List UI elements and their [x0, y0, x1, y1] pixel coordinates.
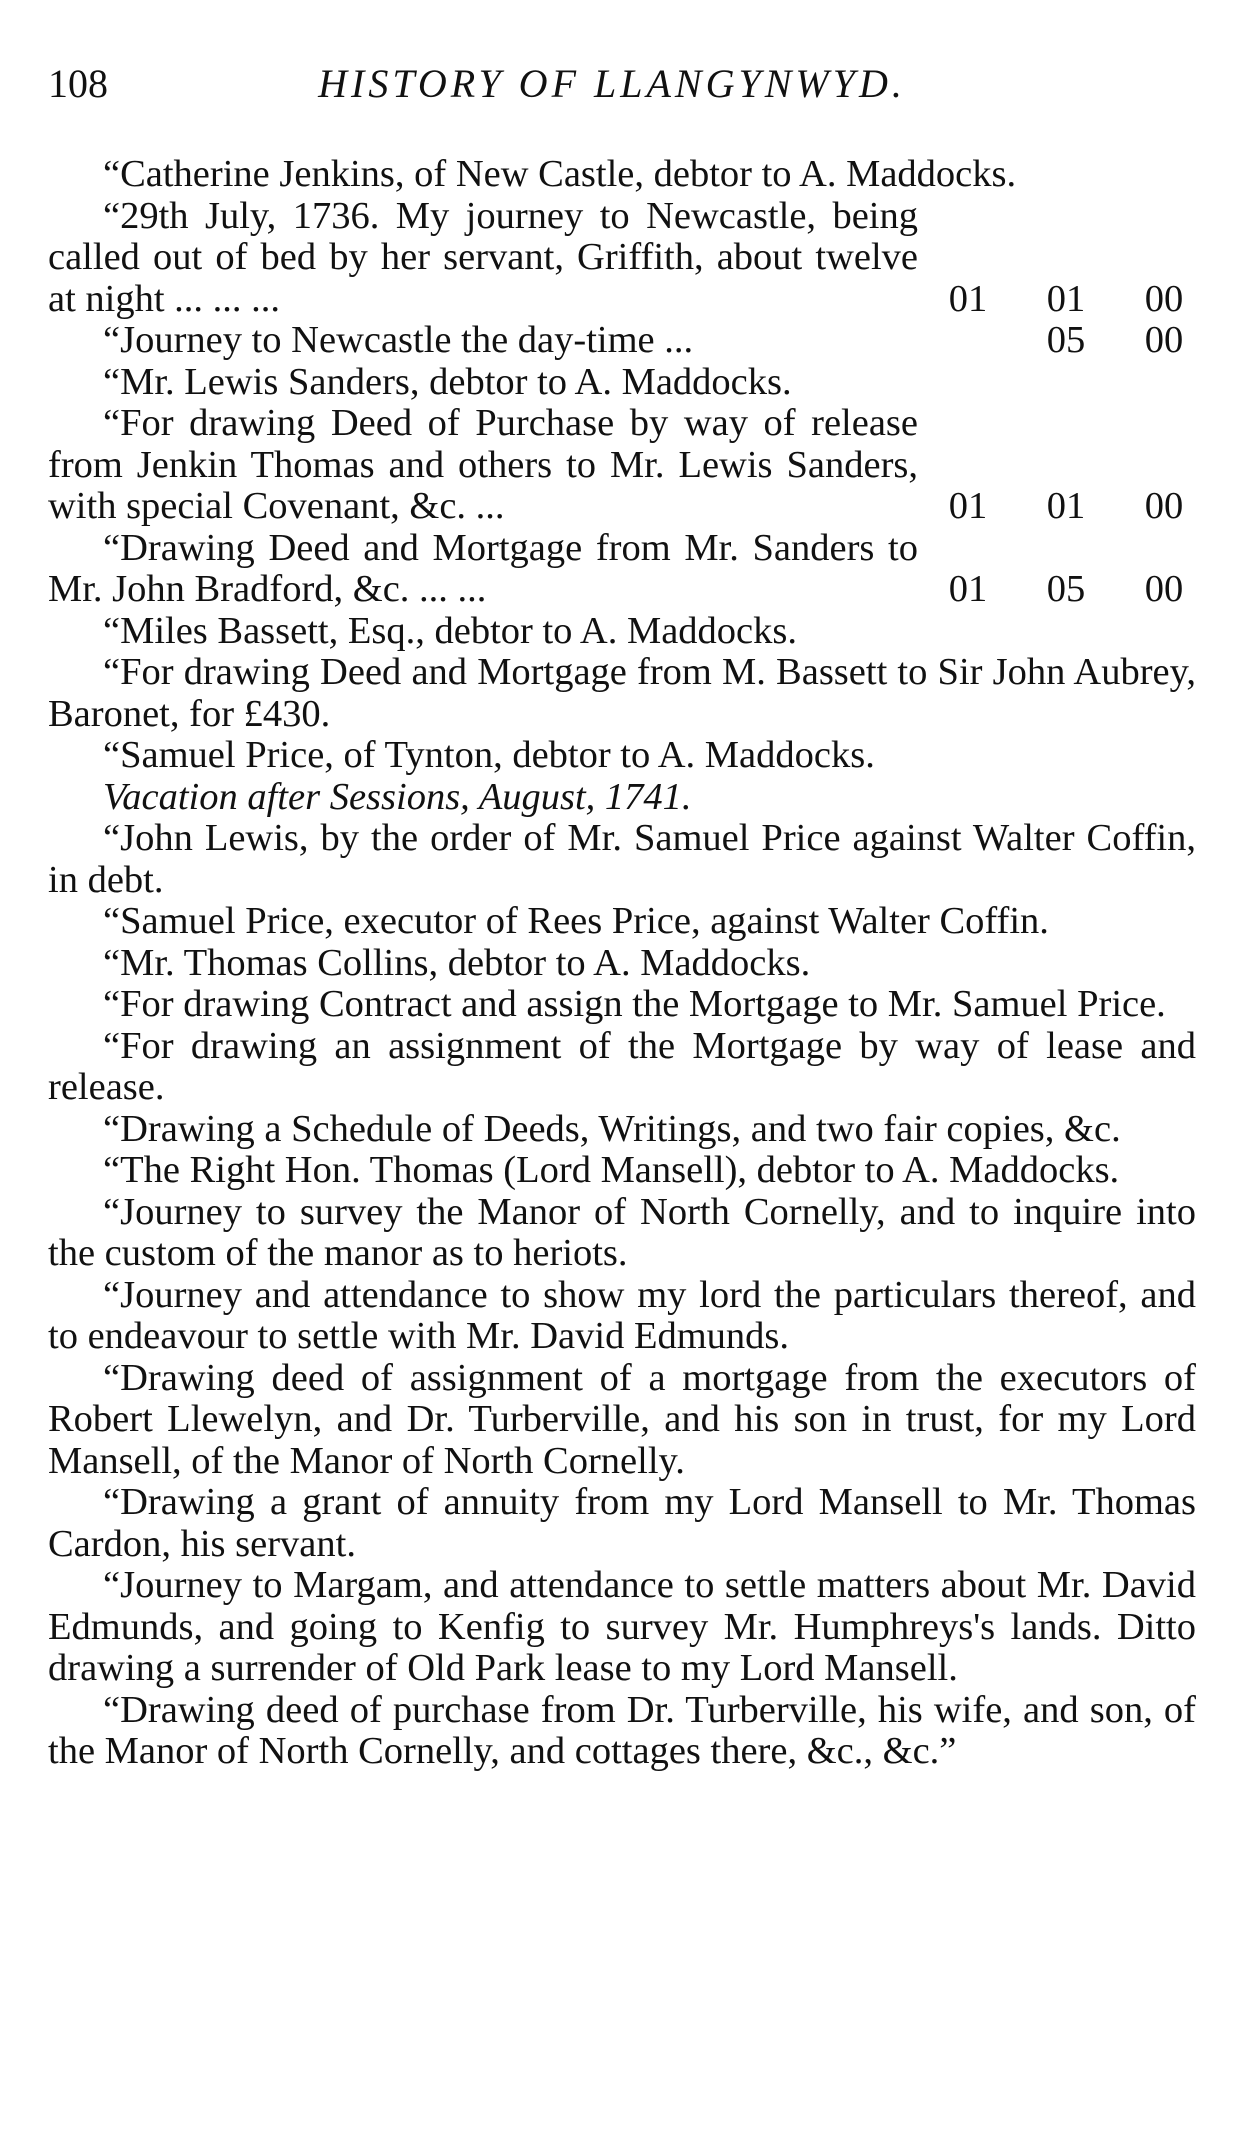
amount-shillings: 05 [1046, 319, 1086, 361]
ledger-entry: “For drawing Deed and Mortgage from M. Bassett to Sir John Aubrey, Baronet, for £430. [48, 651, 1196, 735]
ledger-entry: “Journey and attendance to show my lord the particulars thereof, and to endeavour to settle with Mr. David Edmunds. [48, 1273, 1196, 1357]
ledger-entry: “Drawing deed of assignment of a mortgage from the executors of Robert Llewelyn, and Dr. Turberville, and his son in trust, for my Lord Mansell, of the Manor of North Cornelly. [48, 1356, 1196, 1482]
ledger-entry: “The Right Hon. Thomas (Lord Mansell), debtor to A. Maddocks. [103, 1149, 1120, 1191]
ledger-charge [48, 196, 1196, 321]
ledger-entry: “Samuel Price, of Tynton, debtor to A. Maddocks. [103, 734, 875, 776]
charge-amount [918, 320, 1196, 362]
amount-pounds [944, 320, 992, 362]
ledger-entry: “Drawing deed of purchase from Dr. Turberville, his wife, and son, of the Manor of North Cornelly, and cottages there, &c., &c.” [48, 1688, 1196, 1772]
charge-description: “For drawing Deed of Purchase by way of release from Jenkin Thomas and others to Mr. Lewis Sanders, with special Covenant, &c. ... [48, 402, 918, 527]
ledger-entry: “Journey to Margam, and attendance to settle matters about Mr. David Edmunds, and going to Kenfig to survey Mr. Humphreys's lands. Ditto drawing a surrender of Old Park lease to my Lord Mansell. [48, 1564, 1196, 1689]
ledger-entry: “Mr. Thomas Collins, debtor to A. Maddocks. [103, 941, 811, 984]
charge-amount [918, 486, 1196, 528]
amount-pounds: 01 [948, 277, 988, 320]
ledger-transcript [48, 154, 1196, 1773]
charge-description: “Journey to Newcastle the day-time ... [103, 319, 694, 361]
ledger-entry: “Catherine Jenkins, of New Castle, debtor to A. Maddocks. [103, 153, 1017, 195]
running-title: HISTORY OF LLANGYNWYD. [318, 61, 906, 106]
ledger-entry: “Samuel Price, executor of Rees Price, against Walter Coffin. [103, 900, 1049, 942]
ledger-charge [48, 320, 1196, 362]
page-header [48, 60, 1196, 120]
amount-shillings: 01 [1046, 277, 1086, 320]
amount-pounds: 01 [948, 485, 988, 527]
amount-pence: 00 [1144, 319, 1184, 361]
amount-shillings: 01 [1046, 485, 1086, 527]
page-number: 108 [48, 61, 108, 106]
ledger-entry: “John Lewis, by the order of Mr. Samuel Price against Walter Coffin, in debt. [48, 817, 1196, 901]
charge-amount [918, 279, 1196, 321]
charge-amount [918, 569, 1196, 611]
ledger-entry: “Miles Bassett, Esq., debtor to A. Maddocks. [103, 609, 797, 652]
ledger-charge [48, 528, 1196, 611]
ledger-entry: “Drawing a Schedule of Deeds, Writings, and two fair copies, &c. [103, 1107, 1121, 1150]
amount-pounds: 01 [948, 568, 988, 610]
amount-pence: 00 [1144, 568, 1184, 610]
ledger-entry: “For drawing Contract and assign the Mortgage to Mr. Samuel Price. [103, 983, 1166, 1025]
ledger-entry: “For drawing an assignment of the Mortgage by way of lease and release. [48, 1024, 1196, 1108]
amount-shillings: 05 [1046, 568, 1086, 610]
ledger-entry: “Journey to survey the Manor of North Cornelly, and to inquire into the custom of the manor as to heriots. [48, 1190, 1196, 1274]
charge-description: “29th July, 1736. My journey to Newcastle, being called out of bed by her servant, Griffith, about twelve at night ... ... ... [48, 194, 918, 320]
amount-pence: 00 [1144, 277, 1184, 320]
ledger-entry: “Mr. Lewis Sanders, debtor to A. Maddocks. [103, 360, 792, 403]
book-page [48, 60, 1196, 1773]
ledger-charge [48, 403, 1196, 528]
session-heading: Vacation after Sessions, August, 1741. [103, 775, 692, 818]
ledger-entry: “Drawing a grant of annuity from my Lord Mansell to Mr. Thomas Cardon, his servant. [48, 1481, 1196, 1565]
charge-description: “Drawing Deed and Mortgage from Mr. Sanders to Mr. John Bradford, &c. ... ... [48, 526, 918, 610]
amount-pence: 00 [1144, 485, 1184, 527]
